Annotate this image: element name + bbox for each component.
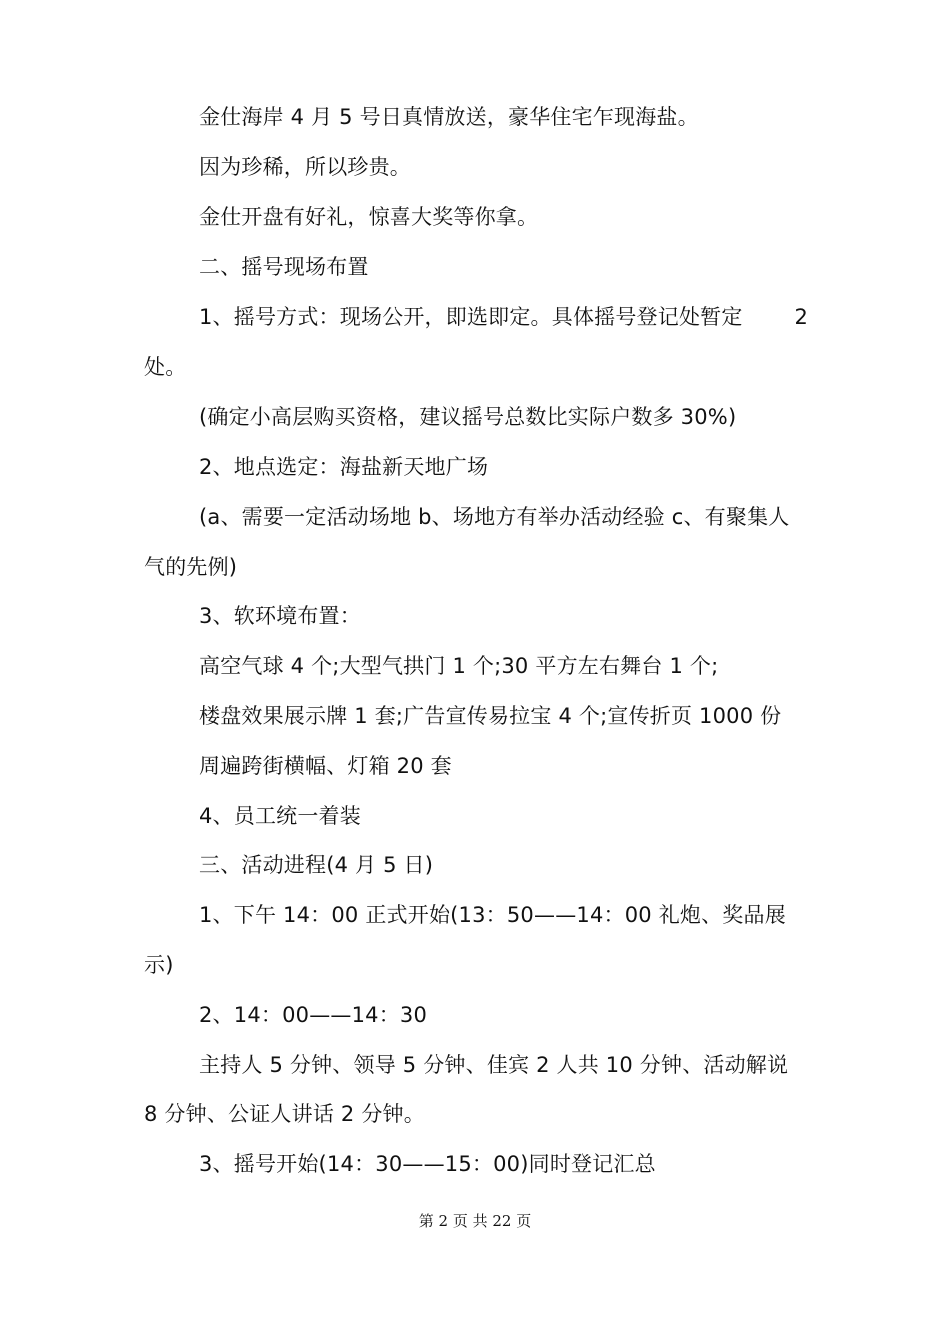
paragraph-line: 3、摇号开始(14：30——15：00)同时登记汇总 xyxy=(199,1152,656,1176)
paragraph-line: 金仕海岸 4 月 5 号日真情放送，豪华住宅乍现海盐。 xyxy=(199,105,699,129)
paragraph-line: 金仕开盘有好礼，惊喜大奖等你拿。 xyxy=(199,205,539,229)
paragraph-line: (确定小高层购买资格，建议摇号总数比实际户数多 30%) xyxy=(199,405,737,429)
paragraph-line: 处。 xyxy=(144,355,187,379)
paragraph-line: 周遍跨街横幅、灯箱 20 套 xyxy=(199,754,452,778)
paragraph-line: 高空气球 4 个;大型气拱门 1 个;30 平方左右舞台 1 个; xyxy=(199,654,719,678)
paragraph-line: 8 分钟、公证人讲话 2 分钟。 xyxy=(144,1102,425,1126)
paragraph-line: 2、地点选定：海盐新天地广场 xyxy=(199,455,489,479)
paragraph-line: 主持人 5 分钟、领导 5 分钟、佳宾 2 人共 10 分钟、活动解说 xyxy=(199,1053,789,1077)
paragraph-line: (a、需要一定活动场地 b、场地方有举办活动经验 c、有聚集人 xyxy=(199,505,790,529)
paragraph-line: 楼盘效果展示牌 1 套;广告宣传易拉宝 4 个;宣传折页 1000 份 xyxy=(199,704,782,728)
paragraph-line xyxy=(144,302,808,332)
section-heading: 二、摇号现场布置 xyxy=(199,255,369,279)
paragraph-line: 4、员工统一着装 xyxy=(199,804,361,828)
paragraph-line: 示) xyxy=(144,953,174,977)
paragraph-line-number: 2 xyxy=(794,305,808,329)
section-heading: 三、活动进程(4 月 5 日) xyxy=(199,853,434,877)
paragraph-line-text: 1、摇号方式：现场公开，即选即定。具体摇号登记处暂定 xyxy=(199,305,743,329)
paragraph-line: 1、下午 14：00 正式开始(13：50——14：00 礼炮、奖品展 xyxy=(199,903,786,927)
paragraph-line: 3、软环境布置： xyxy=(199,604,361,628)
paragraph-line: 2、14：00——14：30 xyxy=(199,1003,428,1027)
paragraph-line: 气的先例) xyxy=(144,555,238,579)
paragraph-line: 因为珍稀，所以珍贵。 xyxy=(199,155,411,179)
page-number-footer: 第 2 页 共 22 页 xyxy=(418,1212,532,1230)
